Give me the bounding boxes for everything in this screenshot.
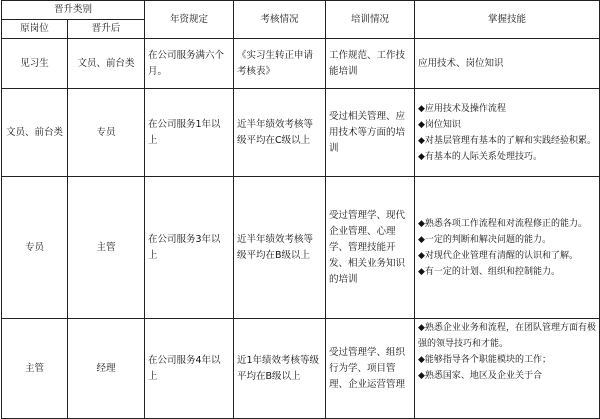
skill-item: ◆对基层管理有基本的了解和实践经验积累。 [418,135,596,146]
skill-item: ◆熟悉各项工作流程和对流程修正的能力。 [418,218,587,229]
table-row [2,89,600,177]
cell-training: 受过相关管理、应用技术等方面的培训 [326,89,415,177]
cell-assessment: 近1年绩效考核等级平均在B级以上 [234,319,326,419]
header-tenure: 年资规定 [145,1,234,39]
skill-item: ◆有一定的计划、组织和控制能力。 [418,266,560,277]
header-promoted-to: 晋升后 [68,20,145,39]
cell-promoted: 文员、前台类 [68,39,145,89]
skill-item: ◆能够指导各个职能模块的工作； [418,355,551,365]
cell-assessment: 近半年绩效考核等级平均在C级以上 [234,89,326,177]
cell-skills [415,89,600,177]
header-assessment: 考核情况 [234,1,326,39]
cell-original: 专员 [2,177,68,319]
skill-item: 应用技术、岗位知识 [418,57,504,69]
skill-item: ◆对现代企业管理有清醒的认识和了解。 [418,250,578,261]
table-row [2,319,600,419]
cell-promoted: 经理 [68,319,145,419]
cell-training: 受过管理学、组织行为学、项目管理、企业运营管理 [326,319,415,419]
skill-item: ◆一定的判断和解决问题的能力。 [418,234,551,245]
header-skills: 掌握技能 [415,1,600,39]
cell-promoted: 主管 [68,177,145,319]
skill-item: ◆岗位知识 [418,119,461,130]
cell-promoted: 专员 [68,89,145,177]
table-row [2,39,600,89]
cell-training: 工作规范、工作技能培训 [326,39,415,89]
table-row [2,177,600,319]
cell-tenure: 在公司服务1年以上 [145,89,234,177]
cell-assessment: 《实习生转正申请考核表》 [234,39,326,89]
cell-original: 见习生 [2,39,68,89]
cell-skills [415,319,600,419]
header-category: 晋升类别 [2,1,145,20]
cell-original: 文员、前台类 [2,89,68,177]
cell-skills [415,177,600,319]
cell-original: 主管 [2,319,68,419]
promotion-table [1,0,600,419]
skill-item: ◆熟悉国家、地区及企业关于合 [418,371,542,381]
cell-tenure: 在公司服务3年以上 [145,177,234,319]
cell-tenure: 在公司服务4年以上 [145,319,234,419]
cell-assessment: 近半年绩效考核等级平均在B级以上 [234,177,326,319]
skill-item: ◆熟悉企业业务和流程，在团队管理方面有极强的领导技巧和才能。 [418,323,596,349]
cell-training: 受过管理学、现代企业管理、心理学、管理技能开发、相关业务知识的培训 [326,177,415,319]
skill-item: ◆应用技术及操作流程 [418,103,506,114]
skill-item: ◆有基本的人际关系处理技巧。 [418,151,542,162]
header-original-position: 原岗位 [2,20,68,39]
cell-skills [415,39,600,89]
cell-tenure: 在公司服务满六个月。 [145,39,234,89]
header-training: 培训情况 [326,1,415,39]
